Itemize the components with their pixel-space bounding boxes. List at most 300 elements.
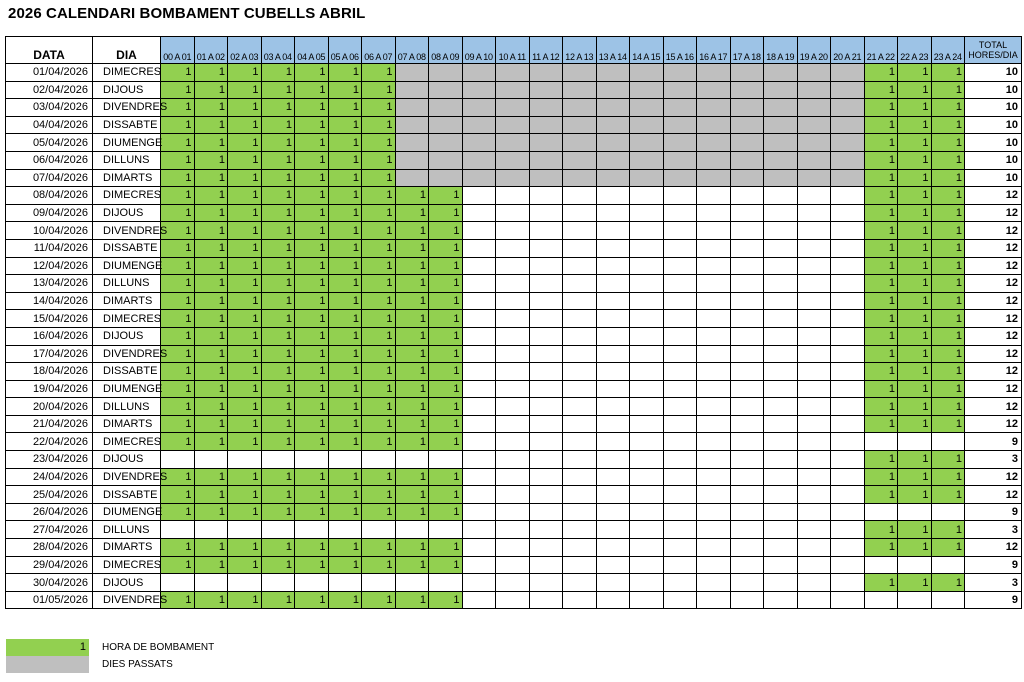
empty-hour-cell	[563, 398, 597, 416]
pumping-hour-cell: 1	[261, 539, 295, 557]
pumping-hour-cell: 1	[194, 292, 228, 310]
past-hour-cell	[429, 64, 463, 82]
date-cell: 08/04/2026	[6, 187, 93, 205]
total-cell: 10	[965, 169, 1022, 187]
total-cell: 12	[965, 539, 1022, 557]
empty-hour-cell	[730, 503, 764, 521]
empty-hour-cell	[328, 451, 362, 469]
empty-hour-cell	[697, 486, 731, 504]
empty-hour-cell	[730, 257, 764, 275]
total-cell: 12	[965, 398, 1022, 416]
pumping-hour-cell: 1	[898, 451, 932, 469]
pumping-hour-cell: 1	[931, 116, 965, 134]
pumping-hour-cell: 1	[429, 433, 463, 451]
past-hour-cell	[429, 169, 463, 187]
empty-hour-cell	[797, 239, 831, 257]
table-row	[6, 539, 1022, 557]
pumping-hour-cell: 1	[261, 169, 295, 187]
empty-hour-cell	[697, 275, 731, 293]
empty-hour-cell	[630, 363, 664, 381]
empty-hour-cell	[630, 345, 664, 363]
day-cell: DIMECRES	[93, 64, 161, 82]
past-hour-cell	[462, 134, 496, 152]
hour-column-header: 04 A 05	[295, 37, 329, 64]
empty-hour-cell	[831, 222, 865, 240]
pumping-hour-cell: 1	[395, 327, 429, 345]
table-row	[6, 380, 1022, 398]
empty-hour-cell	[764, 310, 798, 328]
date-cell: 24/04/2026	[6, 468, 93, 486]
empty-hour-cell	[362, 521, 396, 539]
day-cell: DIVENDRES	[93, 222, 161, 240]
pumping-hour-cell: 1	[931, 345, 965, 363]
hour-column-header: 15 A 16	[663, 37, 697, 64]
pumping-hour-cell: 1	[228, 503, 262, 521]
day-cell: DIJOUS	[93, 574, 161, 592]
past-hour-cell	[730, 151, 764, 169]
pumping-hour-cell: 1	[161, 345, 195, 363]
hour-column-header: 21 A 22	[864, 37, 898, 64]
pumping-hour-cell: 1	[194, 169, 228, 187]
total-cell: 12	[965, 257, 1022, 275]
empty-hour-cell	[931, 591, 965, 609]
past-hour-cell	[529, 134, 563, 152]
pumping-hour-cell: 1	[228, 169, 262, 187]
date-cell: 09/04/2026	[6, 204, 93, 222]
pumping-hour-cell: 1	[898, 292, 932, 310]
empty-hour-cell	[697, 204, 731, 222]
empty-hour-cell	[194, 574, 228, 592]
pumping-hour-cell: 1	[864, 310, 898, 328]
total-column-header: TOTAL HORES/DIA	[965, 37, 1022, 64]
day-cell: DISSABTE	[93, 239, 161, 257]
past-hour-cell	[596, 81, 630, 99]
empty-hour-cell	[797, 204, 831, 222]
empty-hour-cell	[663, 591, 697, 609]
pumping-hour-cell: 1	[864, 398, 898, 416]
day-cell: DIJOUS	[93, 81, 161, 99]
pumping-hour-cell: 1	[261, 310, 295, 328]
pumping-hour-cell: 1	[395, 222, 429, 240]
empty-hour-cell	[663, 345, 697, 363]
past-hour-cell	[730, 116, 764, 134]
empty-hour-cell	[931, 433, 965, 451]
empty-hour-cell	[496, 574, 530, 592]
total-cell: 10	[965, 99, 1022, 117]
pumping-hour-cell: 1	[295, 187, 329, 205]
pumping-hour-cell: 1	[931, 292, 965, 310]
pumping-hour-cell: 1	[328, 292, 362, 310]
pumping-hour-cell: 1	[261, 222, 295, 240]
empty-hour-cell	[630, 574, 664, 592]
pumping-hour-cell: 1	[931, 398, 965, 416]
date-cell: 28/04/2026	[6, 539, 93, 557]
past-hour-cell	[764, 99, 798, 117]
past-hour-cell	[831, 169, 865, 187]
hour-column-header: 17 A 18	[730, 37, 764, 64]
pumping-hour-cell: 1	[362, 539, 396, 557]
pumping-hour-cell: 1	[931, 451, 965, 469]
past-hour-cell	[529, 81, 563, 99]
empty-hour-cell	[797, 539, 831, 557]
empty-hour-cell	[931, 556, 965, 574]
past-hour-cell	[630, 81, 664, 99]
hour-column-header: 07 A 08	[395, 37, 429, 64]
empty-hour-cell	[764, 275, 798, 293]
empty-hour-cell	[730, 239, 764, 257]
past-hour-cell	[529, 64, 563, 82]
pumping-hour-cell: 1	[261, 486, 295, 504]
pumping-hour-cell: 1	[295, 433, 329, 451]
empty-hour-cell	[730, 451, 764, 469]
pumping-hour-cell: 1	[295, 116, 329, 134]
pumping-hour-cell: 1	[295, 556, 329, 574]
pumping-hour-cell: 1	[429, 292, 463, 310]
pumping-hour-cell: 1	[395, 187, 429, 205]
pumping-hour-cell: 1	[864, 539, 898, 557]
pumping-hour-cell: 1	[362, 433, 396, 451]
pumping-hour-cell: 1	[931, 415, 965, 433]
empty-hour-cell	[596, 539, 630, 557]
total-cell: 3	[965, 574, 1022, 592]
empty-hour-cell	[596, 591, 630, 609]
empty-hour-cell	[797, 451, 831, 469]
date-cell: 10/04/2026	[6, 222, 93, 240]
past-hour-cell	[730, 99, 764, 117]
empty-hour-cell	[697, 222, 731, 240]
empty-hour-cell	[529, 521, 563, 539]
empty-hour-cell	[764, 222, 798, 240]
pumping-hour-cell: 1	[931, 134, 965, 152]
empty-hour-cell	[831, 398, 865, 416]
past-hour-cell	[697, 116, 731, 134]
pumping-hour-cell: 1	[295, 591, 329, 609]
pumping-hour-cell: 1	[429, 204, 463, 222]
empty-hour-cell	[462, 380, 496, 398]
pumping-hour-cell: 1	[261, 433, 295, 451]
pumping-hour-cell: 1	[228, 134, 262, 152]
past-hour-cell	[496, 64, 530, 82]
pumping-hour-cell: 1	[161, 169, 195, 187]
empty-hour-cell	[764, 521, 798, 539]
empty-hour-cell	[529, 591, 563, 609]
day-cell: DIMARTS	[93, 539, 161, 557]
pumping-hour-cell: 1	[261, 257, 295, 275]
pumping-hour-cell: 1	[864, 327, 898, 345]
empty-hour-cell	[697, 327, 731, 345]
table-row	[6, 257, 1022, 275]
pumping-hour-cell: 1	[931, 327, 965, 345]
empty-hour-cell	[797, 433, 831, 451]
empty-hour-cell	[730, 433, 764, 451]
pumping-hour-cell: 1	[898, 468, 932, 486]
pumping-hour-cell: 1	[161, 433, 195, 451]
calendar-body	[6, 64, 1022, 609]
total-cell: 12	[965, 222, 1022, 240]
pumping-hour-cell: 1	[898, 310, 932, 328]
total-cell: 12	[965, 327, 1022, 345]
legend	[6, 639, 214, 673]
empty-hour-cell	[831, 380, 865, 398]
empty-hour-cell	[596, 327, 630, 345]
pumping-hour-cell: 1	[931, 275, 965, 293]
hour-column-header: 18 A 19	[764, 37, 798, 64]
total-cell: 12	[965, 380, 1022, 398]
pumping-hour-cell: 1	[228, 99, 262, 117]
past-hour-cell	[697, 81, 731, 99]
legend-pumping	[6, 639, 214, 656]
table-row	[6, 363, 1022, 381]
empty-hour-cell	[764, 292, 798, 310]
pumping-hour-cell: 1	[429, 239, 463, 257]
empty-hour-cell	[697, 539, 731, 557]
pumping-hour-cell: 1	[295, 503, 329, 521]
pumping-hour-cell: 1	[931, 363, 965, 381]
empty-hour-cell	[462, 310, 496, 328]
empty-hour-cell	[596, 222, 630, 240]
pumping-hour-cell: 1	[161, 292, 195, 310]
empty-hour-cell	[697, 574, 731, 592]
pumping-hour-cell: 1	[395, 345, 429, 363]
table-row	[6, 134, 1022, 152]
past-hour-cell	[429, 134, 463, 152]
date-cell: 06/04/2026	[6, 151, 93, 169]
empty-hour-cell	[730, 415, 764, 433]
past-hour-cell	[395, 99, 429, 117]
pumping-hour-cell: 1	[931, 239, 965, 257]
pumping-hour-cell: 1	[898, 327, 932, 345]
date-cell: 17/04/2026	[6, 345, 93, 363]
empty-hour-cell	[764, 380, 798, 398]
pumping-hour-cell: 1	[295, 134, 329, 152]
empty-hour-cell	[261, 451, 295, 469]
empty-hour-cell	[462, 275, 496, 293]
pumping-hour-cell: 1	[429, 398, 463, 416]
total-cell: 9	[965, 433, 1022, 451]
pumping-hour-cell: 1	[228, 222, 262, 240]
past-hour-cell	[529, 116, 563, 134]
empty-hour-cell	[630, 327, 664, 345]
pumping-hour-cell: 1	[194, 134, 228, 152]
pumping-hour-cell: 1	[429, 187, 463, 205]
legend-past-label: DIES PASSATS	[102, 659, 173, 670]
pumping-hour-cell: 1	[429, 310, 463, 328]
day-cell: DIJOUS	[93, 451, 161, 469]
past-hour-cell	[395, 151, 429, 169]
pumping-hour-cell: 1	[429, 327, 463, 345]
pumping-hour-cell: 1	[362, 310, 396, 328]
empty-hour-cell	[831, 310, 865, 328]
pumping-hour-cell: 1	[295, 64, 329, 82]
empty-hour-cell	[496, 363, 530, 381]
pumping-hour-cell: 1	[328, 433, 362, 451]
pumping-hour-cell: 1	[898, 486, 932, 504]
empty-hour-cell	[462, 187, 496, 205]
pumping-hour-cell: 1	[931, 380, 965, 398]
empty-hour-cell	[496, 468, 530, 486]
pumping-hour-cell: 1	[194, 257, 228, 275]
pumping-hour-cell: 1	[898, 380, 932, 398]
past-hour-cell	[764, 169, 798, 187]
past-hour-cell	[663, 169, 697, 187]
table-row	[6, 556, 1022, 574]
empty-hour-cell	[730, 556, 764, 574]
empty-hour-cell	[663, 380, 697, 398]
pumping-hour-cell: 1	[362, 204, 396, 222]
day-cell: DIUMENGE	[93, 134, 161, 152]
empty-hour-cell	[462, 556, 496, 574]
table-row	[6, 169, 1022, 187]
day-cell: DIVENDRES	[93, 99, 161, 117]
empty-hour-cell	[496, 556, 530, 574]
empty-hour-cell	[630, 451, 664, 469]
empty-hour-cell	[462, 415, 496, 433]
empty-hour-cell	[462, 363, 496, 381]
empty-hour-cell	[596, 204, 630, 222]
past-hour-cell	[764, 64, 798, 82]
date-column-header: DATA	[6, 37, 93, 64]
empty-hour-cell	[730, 204, 764, 222]
empty-hour-cell	[194, 451, 228, 469]
empty-hour-cell	[496, 239, 530, 257]
pumping-hour-cell: 1	[898, 398, 932, 416]
table-row	[6, 310, 1022, 328]
pumping-hour-cell: 1	[864, 521, 898, 539]
pumping-hour-cell: 1	[898, 134, 932, 152]
empty-hour-cell	[194, 521, 228, 539]
empty-hour-cell	[462, 539, 496, 557]
pumping-hour-cell: 1	[898, 116, 932, 134]
header-row	[6, 37, 1022, 64]
past-hour-cell	[630, 169, 664, 187]
past-hour-cell	[730, 169, 764, 187]
empty-hour-cell	[563, 310, 597, 328]
pumping-hour-cell: 1	[328, 380, 362, 398]
past-hour-cell	[697, 134, 731, 152]
day-cell: DIMARTS	[93, 292, 161, 310]
pumping-hour-cell: 1	[161, 486, 195, 504]
hour-column-header: 20 A 21	[831, 37, 865, 64]
past-hour-cell	[831, 99, 865, 117]
past-hour-cell	[496, 169, 530, 187]
pumping-hour-cell: 1	[362, 116, 396, 134]
pumping-hour-cell: 1	[228, 151, 262, 169]
day-cell: DIUMENGE	[93, 503, 161, 521]
past-hour-cell	[395, 169, 429, 187]
pumping-hour-cell: 1	[228, 310, 262, 328]
empty-hour-cell	[764, 468, 798, 486]
empty-hour-cell	[663, 574, 697, 592]
pumping-hour-cell: 1	[161, 64, 195, 82]
empty-hour-cell	[362, 574, 396, 592]
table-row	[6, 486, 1022, 504]
pumping-hour-cell: 1	[328, 204, 362, 222]
pumping-hour-cell: 1	[161, 187, 195, 205]
legend-past	[6, 656, 214, 673]
empty-hour-cell	[630, 521, 664, 539]
empty-hour-cell	[764, 363, 798, 381]
table-row	[6, 433, 1022, 451]
empty-hour-cell	[529, 486, 563, 504]
empty-hour-cell	[697, 556, 731, 574]
pumping-hour-cell: 1	[261, 134, 295, 152]
pumping-hour-cell: 1	[295, 468, 329, 486]
day-cell: DIJOUS	[93, 204, 161, 222]
empty-hour-cell	[831, 187, 865, 205]
pumping-hour-cell: 1	[295, 81, 329, 99]
empty-hour-cell	[596, 257, 630, 275]
pumping-hour-cell: 1	[295, 327, 329, 345]
date-cell: 01/05/2026	[6, 591, 93, 609]
pumping-hour-cell: 1	[931, 81, 965, 99]
date-cell: 25/04/2026	[6, 486, 93, 504]
pumping-hour-cell: 1	[328, 327, 362, 345]
pumping-hour-cell: 1	[194, 275, 228, 293]
empty-hour-cell	[663, 451, 697, 469]
empty-hour-cell	[429, 521, 463, 539]
table-row	[6, 398, 1022, 416]
pumping-hour-cell: 1	[395, 433, 429, 451]
empty-hour-cell	[596, 574, 630, 592]
pumping-hour-cell: 1	[429, 486, 463, 504]
past-hour-cell	[764, 81, 798, 99]
pumping-hour-cell: 1	[161, 468, 195, 486]
empty-hour-cell	[563, 222, 597, 240]
date-cell: 19/04/2026	[6, 380, 93, 398]
date-cell: 23/04/2026	[6, 451, 93, 469]
total-cell: 12	[965, 468, 1022, 486]
empty-hour-cell	[831, 292, 865, 310]
pumping-hour-cell: 1	[864, 415, 898, 433]
empty-hour-cell	[630, 310, 664, 328]
empty-hour-cell	[462, 204, 496, 222]
empty-hour-cell	[663, 204, 697, 222]
past-hour-cell	[663, 99, 697, 117]
empty-hour-cell	[831, 539, 865, 557]
empty-hour-cell	[563, 503, 597, 521]
total-cell: 10	[965, 134, 1022, 152]
past-hour-cell	[831, 116, 865, 134]
past-hour-cell	[663, 151, 697, 169]
date-cell: 29/04/2026	[6, 556, 93, 574]
past-hour-cell	[697, 169, 731, 187]
empty-hour-cell	[563, 556, 597, 574]
empty-hour-cell	[529, 503, 563, 521]
empty-hour-cell	[529, 363, 563, 381]
page-title: 2026 CALENDARI BOMBAMENT CUBELLS ABRIL	[8, 5, 366, 22]
hour-column-header: 11 A 12	[529, 37, 563, 64]
pumping-hour-cell: 1	[429, 503, 463, 521]
past-hour-cell	[496, 116, 530, 134]
pumping-hour-cell: 1	[864, 574, 898, 592]
empty-hour-cell	[496, 204, 530, 222]
pumping-hour-cell: 1	[429, 591, 463, 609]
past-hour-cell	[630, 116, 664, 134]
empty-hour-cell	[563, 380, 597, 398]
past-hour-cell	[797, 64, 831, 82]
pumping-hour-cell: 1	[395, 380, 429, 398]
pumping-hour-cell: 1	[362, 169, 396, 187]
pumping-hour-cell: 1	[261, 204, 295, 222]
pumping-hour-cell: 1	[864, 204, 898, 222]
empty-hour-cell	[764, 486, 798, 504]
empty-hour-cell	[663, 503, 697, 521]
date-cell: 30/04/2026	[6, 574, 93, 592]
empty-hour-cell	[563, 521, 597, 539]
pumping-hour-cell: 1	[228, 292, 262, 310]
empty-hour-cell	[797, 380, 831, 398]
empty-hour-cell	[496, 539, 530, 557]
